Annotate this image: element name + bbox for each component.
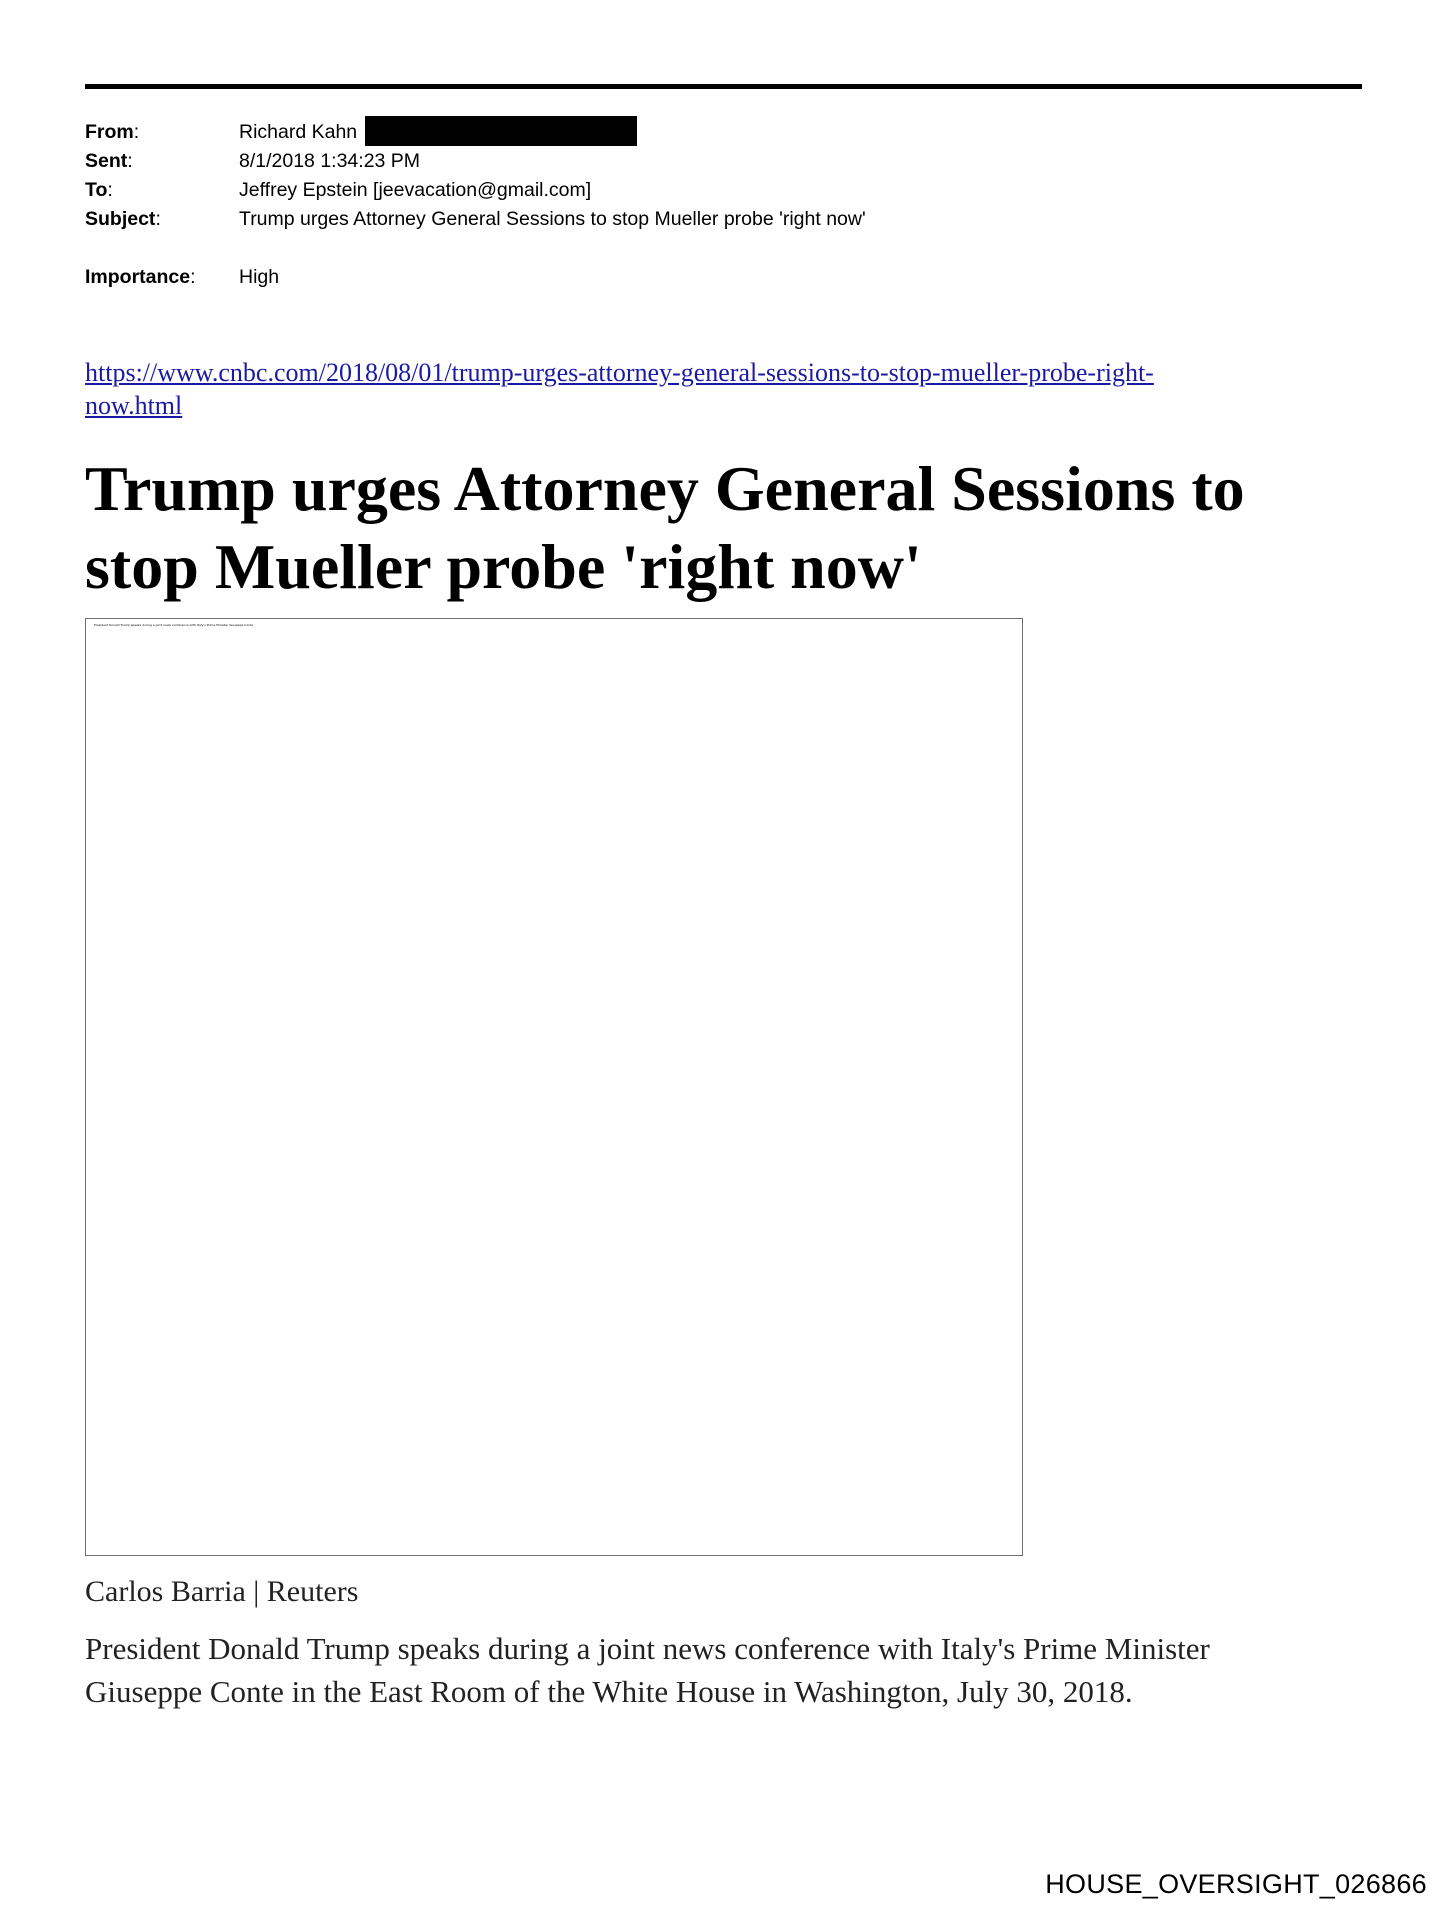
sent-label: Sent: xyxy=(85,150,133,172)
subject-label: Subject: xyxy=(85,208,161,230)
article-photo-placeholder xyxy=(85,618,1023,1556)
article-url-link[interactable] xyxy=(85,356,1285,422)
to-label: To: xyxy=(85,179,113,201)
subject-row xyxy=(85,205,866,234)
header-spacer xyxy=(85,234,866,263)
sent-value: 8/1/2018 1:34:23 PM xyxy=(239,150,421,172)
email-header-block xyxy=(85,118,866,292)
from-label: From: xyxy=(85,121,140,143)
top-divider xyxy=(85,84,1362,89)
photo-caption xyxy=(85,1627,1375,1713)
from-row xyxy=(85,118,866,147)
caption-line1: President Donald Trump speaks during a joint news conference with Italy's Prime Minister xyxy=(85,1631,1210,1666)
sender-name: Richard Kahn xyxy=(239,120,358,143)
importance-label: Importance: xyxy=(85,266,196,288)
article-headline xyxy=(85,450,1385,606)
headline-line2: stop Mueller probe 'right now' xyxy=(85,531,922,602)
article-url-line1[interactable]: https://www.cnbc.com/2018/08/01/trump-urges-attorney-general-sessions-to-stop-mueller-probe-right- xyxy=(85,358,1154,387)
from-value xyxy=(239,118,637,148)
importance-value: High xyxy=(239,266,280,288)
to-value: Jeffrey Epstein [jeevacation@gmail.com] xyxy=(239,179,592,201)
sent-row xyxy=(85,147,866,176)
document-id-stamp: HOUSE_OVERSIGHT_026866 xyxy=(1045,1869,1427,1899)
subject-value: Trump urges Attorney General Sessions to stop Mueller probe 'right now' xyxy=(239,208,866,230)
image-alt-text: President Donald Trump speaks during a joint news conference with Italy's Prime Minister Giuseppe Conte xyxy=(94,623,254,627)
caption-line2: Giuseppe Conte in the East Room of the White House in Washington, July 30, 2018. xyxy=(85,1674,1133,1709)
importance-row xyxy=(85,263,866,292)
redaction-block xyxy=(365,116,637,146)
article-url-line2[interactable]: now.html xyxy=(85,391,183,420)
headline-line1: Trump urges Attorney General Sessions to xyxy=(85,453,1245,524)
photo-credit: Carlos Barria | Reuters xyxy=(85,1575,359,1608)
to-row xyxy=(85,176,866,205)
